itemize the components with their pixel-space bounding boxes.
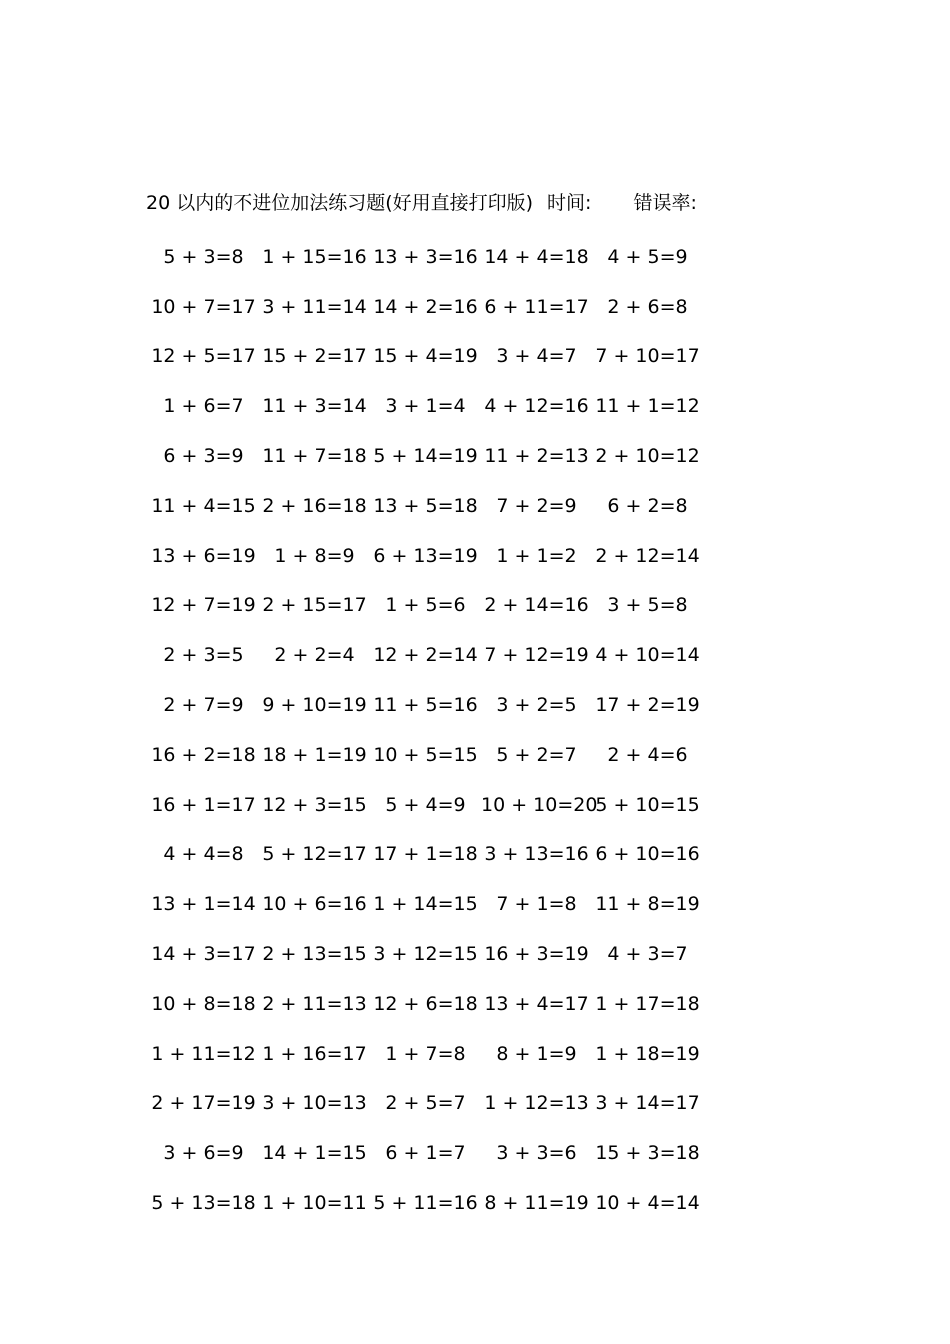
addition-problem: 2 + 11=13	[262, 992, 367, 1015]
addition-problem: 6 + 2=8	[607, 494, 688, 517]
addition-problem: 4 + 4=8	[163, 843, 244, 866]
addition-problem: 1 + 6=7	[163, 395, 244, 418]
addition-problem: 2 + 13=15	[262, 943, 367, 966]
worksheet-title: 20 以内的不进位加法练习题(好用直接打印版)	[146, 191, 534, 214]
problem-row	[148, 481, 708, 531]
addition-problem: 2 + 14=16	[484, 594, 589, 617]
addition-problem: 2 + 10=12	[595, 445, 700, 468]
addition-problem: 15 + 4=19	[373, 345, 478, 368]
problem-row	[148, 431, 708, 481]
problem-row	[148, 780, 708, 830]
addition-problem: 11 + 7=18	[262, 445, 367, 468]
addition-problem: 6 + 1=7	[385, 1142, 466, 1165]
addition-problem: 4 + 12=16	[484, 395, 589, 418]
addition-problem: 6 + 10=16	[595, 843, 700, 866]
addition-problem: 1 + 18=19	[595, 1042, 700, 1065]
addition-problem: 12 + 5=17	[151, 345, 256, 368]
problem-row	[148, 680, 708, 730]
addition-problem: 2 + 16=18	[262, 494, 367, 517]
addition-problem: 10 + 4=14	[595, 1192, 700, 1215]
addition-problem: 3 + 12=15	[373, 943, 478, 966]
addition-problem: 2 + 7=9	[163, 694, 244, 717]
addition-problem: 2 + 3=5	[163, 644, 244, 667]
addition-problem: 4 + 5=9	[607, 245, 688, 268]
addition-problem: 5 + 14=19	[373, 445, 478, 468]
addition-problem: 16 + 1=17	[151, 793, 256, 816]
time-label: 时间:	[547, 191, 592, 214]
addition-problem: 13 + 1=14	[151, 893, 256, 916]
addition-problem: 14 + 3=17	[151, 943, 256, 966]
addition-problem: 14 + 4=18	[484, 245, 589, 268]
addition-problem: 8 + 1=9	[496, 1042, 577, 1065]
addition-problem: 18 + 1=19	[262, 743, 367, 766]
addition-problem: 2 + 2=4	[274, 644, 355, 667]
addition-problem: 5 + 10=15	[595, 793, 700, 816]
problem-row	[148, 1029, 708, 1079]
addition-problem: 2 + 5=7	[385, 1092, 466, 1115]
addition-problem: 9 + 10=19	[262, 694, 367, 717]
addition-problem: 11 + 2=13	[484, 445, 589, 468]
addition-problem: 5 + 3=8	[163, 245, 244, 268]
addition-problem: 12 + 7=19	[151, 594, 256, 617]
addition-problem: 1 + 10=11	[262, 1192, 367, 1215]
problem-row	[148, 979, 708, 1029]
problem-row	[148, 730, 708, 780]
addition-problem: 5 + 13=18	[151, 1192, 256, 1215]
addition-problem: 15 + 2=17	[262, 345, 367, 368]
addition-problem: 11 + 5=16	[373, 694, 478, 717]
addition-problem: 11 + 8=19	[595, 893, 700, 916]
addition-problem: 1 + 11=12	[151, 1042, 256, 1065]
addition-problem: 2 + 4=6	[607, 743, 688, 766]
addition-problem: 15 + 3=18	[595, 1142, 700, 1165]
addition-problem: 5 + 12=17	[262, 843, 367, 866]
addition-problem: 4 + 10=14	[595, 644, 700, 667]
addition-problem: 5 + 4=9	[385, 793, 466, 816]
addition-problem: 11 + 3=14	[262, 395, 367, 418]
addition-problem: 11 + 1=12	[595, 395, 700, 418]
addition-problem: 16 + 2=18	[151, 743, 256, 766]
addition-problem: 2 + 6=8	[607, 295, 688, 318]
addition-problem: 13 + 3=16	[373, 245, 478, 268]
problem-row	[148, 232, 708, 282]
addition-problem: 2 + 15=17	[262, 594, 367, 617]
addition-problem: 11 + 4=15	[151, 494, 256, 517]
problem-grid	[148, 232, 708, 1228]
addition-problem: 12 + 3=15	[262, 793, 367, 816]
addition-problem: 14 + 2=16	[373, 295, 478, 318]
addition-problem: 13 + 4=17	[484, 992, 589, 1015]
addition-problem: 10 + 8=18	[151, 992, 256, 1015]
problem-row	[148, 332, 708, 382]
addition-problem: 2 + 17=19	[151, 1092, 256, 1115]
addition-problem: 4 + 3=7	[607, 943, 688, 966]
addition-problem: 5 + 2=7	[496, 743, 577, 766]
addition-problem: 10 + 5=15	[373, 743, 478, 766]
addition-problem: 3 + 2=5	[496, 694, 577, 717]
addition-problem: 16 + 3=19	[484, 943, 589, 966]
addition-problem: 1 + 16=17	[262, 1042, 367, 1065]
problem-row	[148, 630, 708, 680]
worksheet-header	[146, 186, 697, 216]
addition-problem: 7 + 2=9	[496, 494, 577, 517]
addition-problem: 5 + 11=16	[373, 1192, 478, 1215]
addition-problem: 10 + 7=17	[151, 295, 256, 318]
problem-row	[148, 830, 708, 880]
addition-problem: 1 + 15=16	[262, 245, 367, 268]
problem-row	[148, 282, 708, 332]
addition-problem: 6 + 3=9	[163, 445, 244, 468]
addition-problem: 3 + 5=8	[607, 594, 688, 617]
addition-problem: 3 + 14=17	[595, 1092, 700, 1115]
error-rate-label: 错误率:	[633, 191, 697, 214]
addition-problem: 1 + 7=8	[385, 1042, 466, 1065]
addition-problem: 3 + 10=13	[262, 1092, 367, 1115]
addition-problem: 3 + 11=14	[262, 295, 367, 318]
addition-problem: 13 + 5=18	[373, 494, 478, 517]
addition-problem: 3 + 6=9	[163, 1142, 244, 1165]
problem-row	[148, 1128, 708, 1178]
addition-problem: 10 + 6=16	[262, 893, 367, 916]
addition-problem: 10 + 10=20	[481, 793, 598, 816]
addition-problem: 1 + 17=18	[595, 992, 700, 1015]
problem-row	[148, 1178, 708, 1228]
addition-problem: 7 + 10=17	[595, 345, 700, 368]
addition-problem: 1 + 5=6	[385, 594, 466, 617]
addition-problem: 8 + 11=19	[484, 1192, 589, 1215]
addition-problem: 12 + 2=14	[373, 644, 478, 667]
problem-row	[148, 381, 708, 431]
addition-problem: 12 + 6=18	[373, 992, 478, 1015]
problem-row	[148, 929, 708, 979]
addition-problem: 6 + 13=19	[373, 544, 478, 567]
addition-problem: 2 + 12=14	[595, 544, 700, 567]
problem-row	[148, 1079, 708, 1129]
addition-problem: 3 + 1=4	[385, 395, 466, 418]
addition-problem: 13 + 6=19	[151, 544, 256, 567]
addition-problem: 7 + 12=19	[484, 644, 589, 667]
addition-problem: 3 + 4=7	[496, 345, 577, 368]
addition-problem: 3 + 13=16	[484, 843, 589, 866]
addition-problem: 1 + 14=15	[373, 893, 478, 916]
addition-problem: 1 + 1=2	[496, 544, 577, 567]
problem-row	[148, 531, 708, 581]
addition-problem: 1 + 8=9	[274, 544, 355, 567]
problem-row	[148, 879, 708, 929]
addition-problem: 17 + 2=19	[595, 694, 700, 717]
addition-problem: 7 + 1=8	[496, 893, 577, 916]
addition-problem: 3 + 3=6	[496, 1142, 577, 1165]
addition-problem: 17 + 1=18	[373, 843, 478, 866]
addition-problem: 1 + 12=13	[484, 1092, 589, 1115]
addition-problem: 14 + 1=15	[262, 1142, 367, 1165]
problem-row	[148, 581, 708, 631]
addition-problem: 6 + 11=17	[484, 295, 589, 318]
